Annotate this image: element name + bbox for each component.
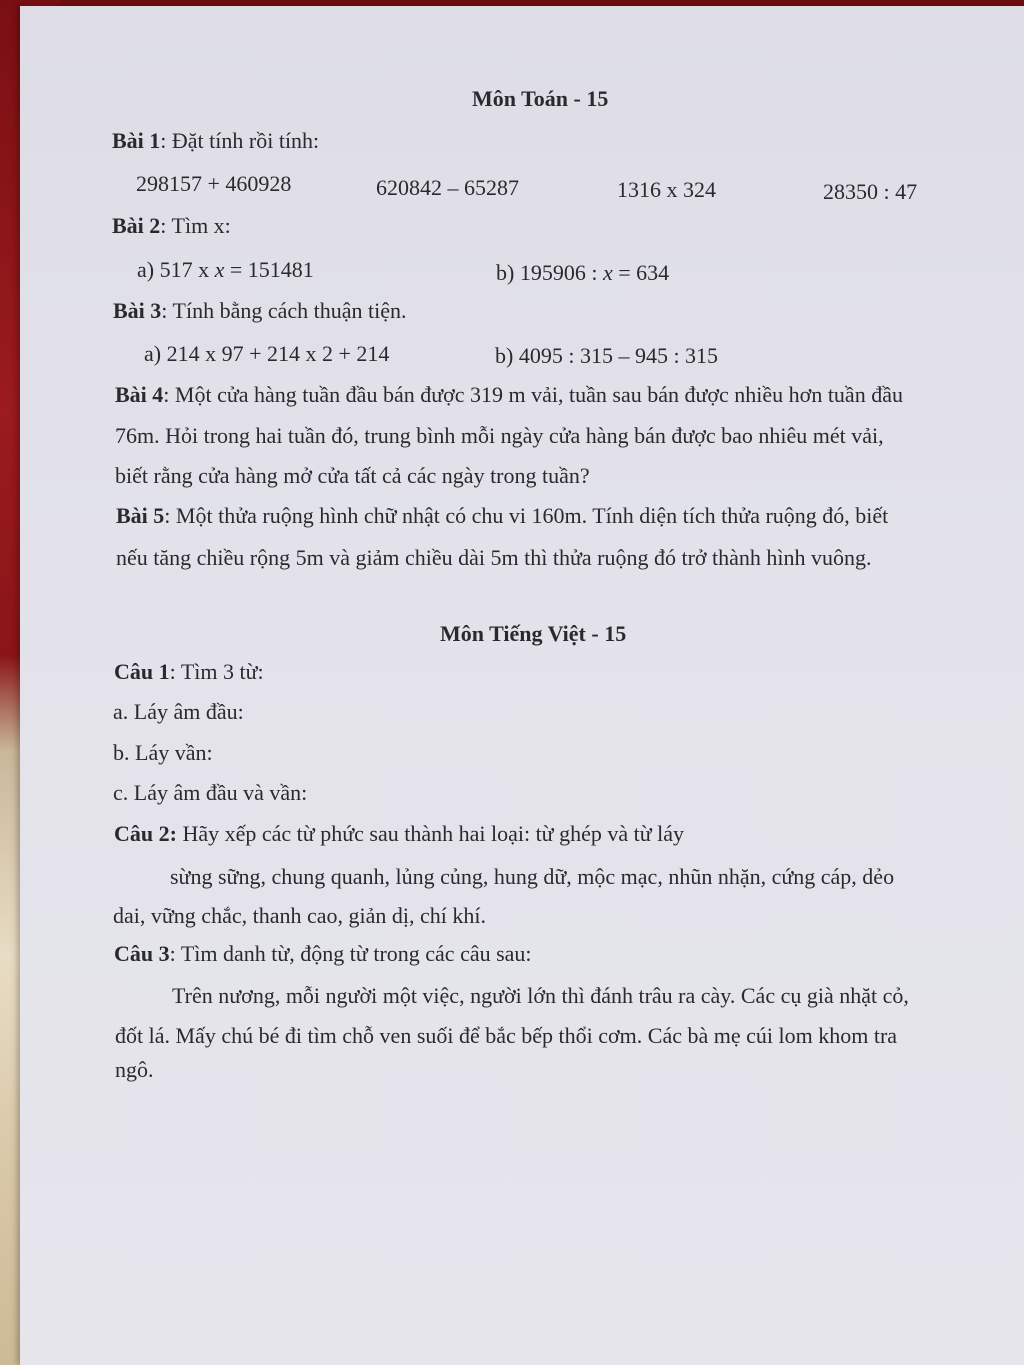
bai3-label: Bài 3 xyxy=(113,298,162,323)
worksheet-paper xyxy=(20,6,1024,1365)
bai4-label: Bài 4 xyxy=(115,382,164,407)
bai2-label: Bài 2 xyxy=(112,213,161,238)
cau1-text: : Tìm 3 từ: xyxy=(169,659,264,684)
cau3-line-2: đốt lá. Mấy chú bé đi tìm chỗ ven suối để bắc bếp thổi cơm. Các bà mẹ cúi lom khom tra xyxy=(115,1023,898,1048)
bai1-item-3: 1316 x 324 xyxy=(617,177,716,202)
cau3-label: Câu 3 xyxy=(114,941,170,966)
bai2-part-a xyxy=(137,256,314,284)
cau1-item-c: c. Láy âm đầu và vần: xyxy=(113,780,308,805)
bai3-part-a: a) 214 x 97 + 214 x 2 + 214 xyxy=(144,341,390,366)
bai2-a-suffix: = 151481 xyxy=(224,257,314,282)
cau2-text: Hãy xếp các từ phức sau thành hai loại: từ ghép và từ láy xyxy=(176,821,685,846)
cau1-item-a: a. Láy âm đầu: xyxy=(113,699,244,724)
cau1-heading xyxy=(114,658,264,686)
cau1-label: Câu 1 xyxy=(114,659,170,684)
cau3-text: : Tìm danh từ, động từ trong các câu sau: xyxy=(169,941,532,966)
bai3-heading xyxy=(113,297,407,325)
bai4-line-2: 76m. Hỏi trong hai tuần đó, trung bình mỗi ngày cửa hàng bán được bao nhiêu mét vải, xyxy=(115,423,884,448)
cau3-line-1: Trên nương, mỗi người một việc, người lớn thì đánh trâu ra cày. Các cụ già nhặt cỏ, xyxy=(172,983,909,1008)
bai2-b-prefix: b) 195906 : xyxy=(496,260,603,285)
bai1-heading xyxy=(112,127,319,155)
bai5-text-1: : Một thửa ruộng hình chữ nhật có chu vi 160m. Tính diện tích thửa ruộng đó, biết xyxy=(164,503,889,528)
bai5-label: Bài 5 xyxy=(116,503,165,528)
bai2-b-suffix: = 634 xyxy=(612,260,670,285)
cau2-line-1: sừng sững, chung quanh, lủng củng, hung dữ, mộc mạc, nhũn nhặn, cứng cáp, dẻo xyxy=(170,864,895,889)
bai3-part-b: b) 4095 : 315 – 945 : 315 xyxy=(495,343,719,368)
cau2-label: Câu 2: xyxy=(114,821,177,846)
bai3-text: : Tính bằng cách thuận tiện. xyxy=(161,298,407,323)
bai2-a-prefix: a) 517 x xyxy=(137,257,215,282)
cau2-line-2: dai, vững chắc, thanh cao, giản dị, chí khí. xyxy=(113,903,486,928)
cau1-item-b: b. Láy vần: xyxy=(113,740,213,765)
bai4-text-1: : Một cửa hàng tuần đầu bán được 319 m vải, tuần sau bán được nhiều hơn tuần đầu xyxy=(163,382,903,407)
bai2-b-var: x xyxy=(602,260,613,285)
cau3-line-3: ngô. xyxy=(115,1057,154,1082)
bai4-line-3: biết rằng cửa hàng mở cửa tất cả các ngày trong tuần? xyxy=(115,463,590,488)
bai1-item-1: 298157 + 460928 xyxy=(136,171,292,196)
bai5-line-2: nếu tăng chiều rộng 5m và giảm chiều dài 5m thì thửa ruộng đó trở thành hình vuông. xyxy=(116,545,872,570)
bai1-item-2: 620842 – 65287 xyxy=(376,175,519,200)
bai1-item-4: 28350 : 47 xyxy=(823,179,918,204)
bai2-part-b xyxy=(496,259,669,287)
bai2-text: : Tìm x: xyxy=(160,213,231,238)
bai2-a-var: x xyxy=(214,257,225,282)
bai2-heading xyxy=(112,212,231,240)
cau2-heading xyxy=(114,820,684,848)
viet-title: Môn Tiếng Việt - 15 xyxy=(440,621,627,646)
math-title: Môn Toán - 15 xyxy=(472,86,609,111)
bai1-text: : Đặt tính rồi tính: xyxy=(160,128,320,153)
bai1-label: Bài 1 xyxy=(112,128,161,153)
cau3-heading xyxy=(114,940,532,968)
bai5-line-1 xyxy=(116,502,888,530)
bai4-line-1 xyxy=(115,381,903,409)
